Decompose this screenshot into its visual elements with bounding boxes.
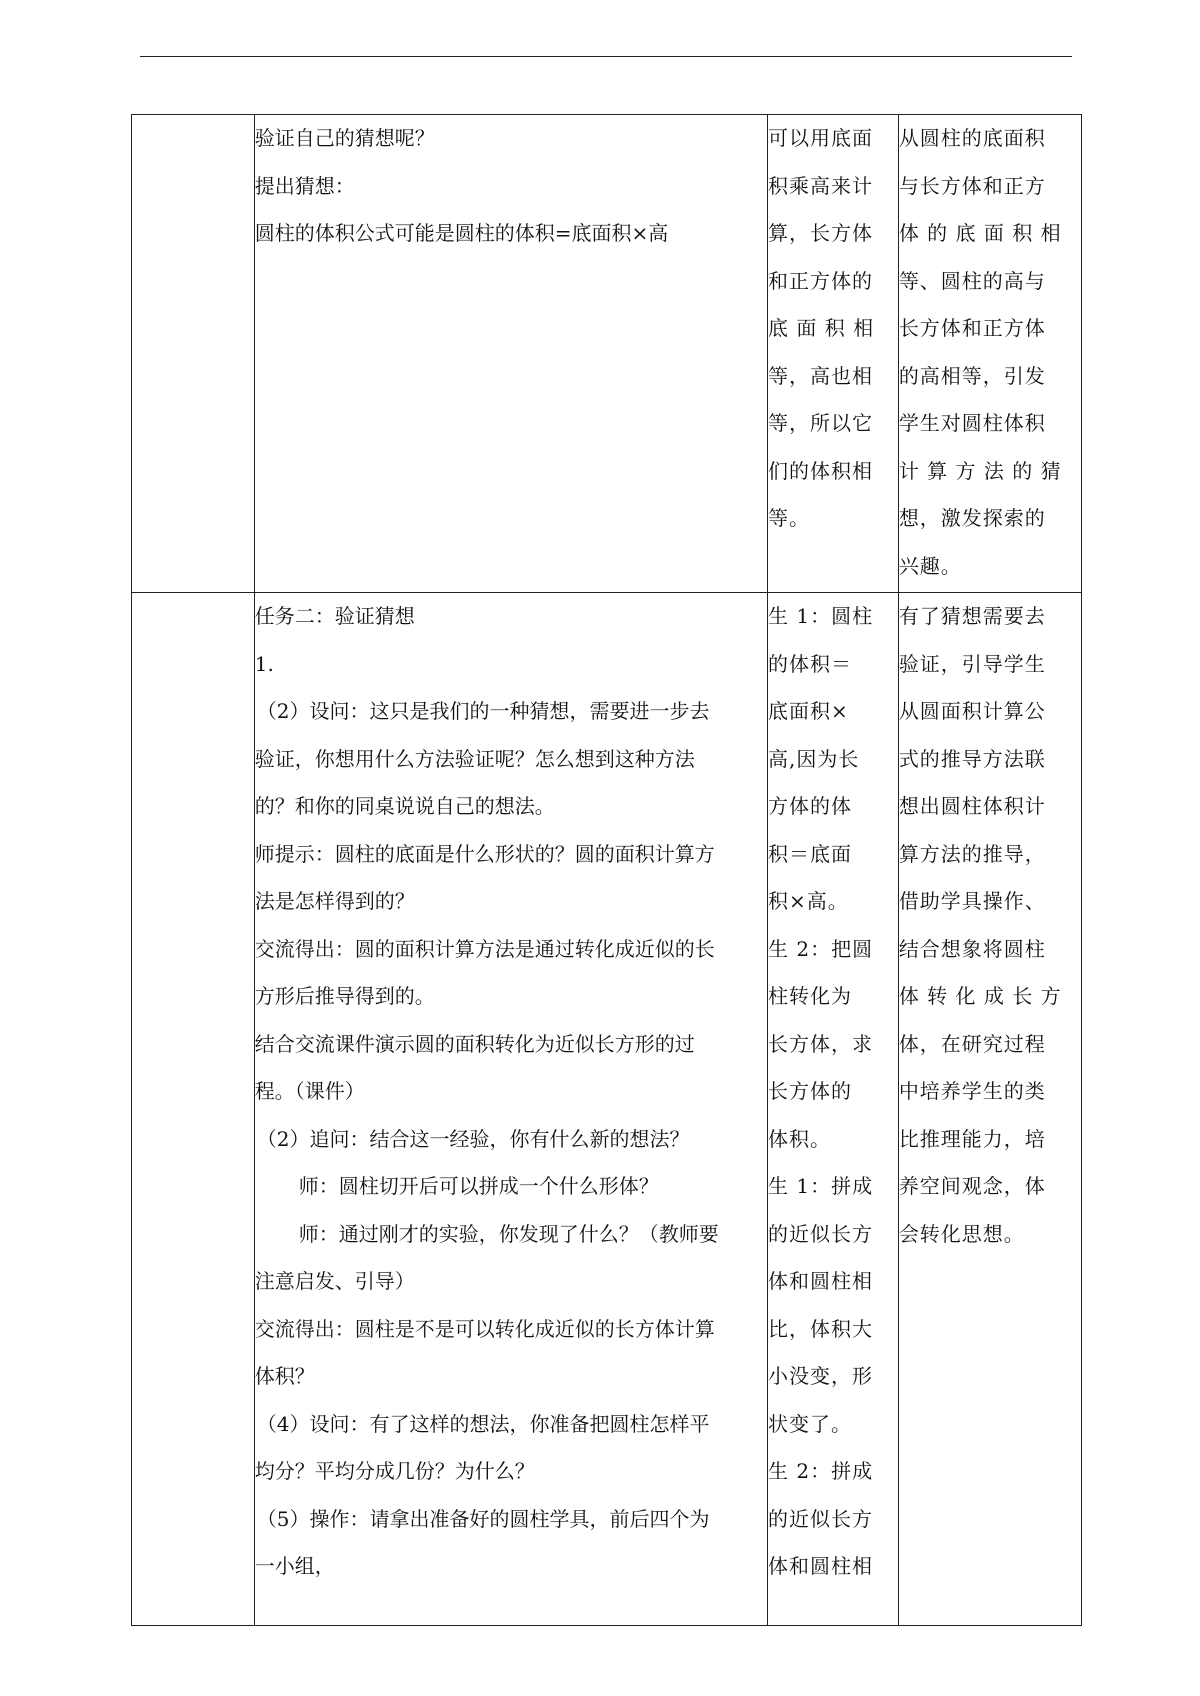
text-line: 结合想象将圆柱 (898, 936, 1046, 961)
table-row (132, 115, 1082, 593)
text-line: 法是怎样得到的？ (254, 889, 415, 913)
text-line: 从圆柱的底面积 (898, 126, 1046, 150)
text-line: 生 1：拼成 (768, 1174, 874, 1198)
text-line: （5）操作：请拿出准备好的圆柱学具，前后四个为 (256, 1506, 710, 1531)
text-line: 和正方体的 (768, 268, 873, 293)
text-line: 的？和你的同桌说说自己的想法。 (254, 794, 555, 818)
lesson-plan-table (131, 114, 1082, 1626)
text-line: 想出圆柱体积计 (898, 794, 1046, 818)
text-line: 积乘高来计 (768, 173, 873, 198)
text-line: 程。（课件） (254, 1079, 365, 1103)
text-line: 师提示：圆柱的底面是什么形状的？圆的面积计算方 (254, 841, 715, 866)
text-line: 算，长方体 (768, 221, 873, 245)
text-line: 柱转化为 (768, 984, 852, 1008)
text-line: 算方法的推导， (898, 841, 1046, 866)
text-line: 中培养学生的类 (898, 1079, 1046, 1103)
text-line: 注意启发、引导） (254, 1269, 415, 1293)
text-line: 师：通过刚才的实验，你发现了什么？（教师要 (298, 1221, 719, 1246)
stage-cell (132, 115, 255, 593)
design-intent-cell (898, 593, 1081, 1626)
text-line: 交流得出：圆的面积计算方法是通过转化成近似的长 (254, 936, 715, 961)
text-line: 方形后推导得到的。 (254, 984, 435, 1008)
text-line: 的高相等，引发 (898, 363, 1046, 388)
text-line: 积＝底面 (768, 841, 852, 866)
text-line: 等，高也相 (768, 363, 873, 388)
teacher-activity-cell (254, 115, 767, 593)
text-line: 比推理能力，培 (898, 1126, 1046, 1151)
text-line: （2）设问：这只是我们的一种猜想，需要进一步去 (256, 699, 710, 723)
text-line: 状变了。 (768, 1411, 852, 1436)
text-line: 等、圆柱的高与 (898, 268, 1046, 293)
text-line: 有了猜想需要去 (898, 604, 1046, 628)
text-line: 计 算 方 法 的 猜 (898, 458, 1062, 483)
text-line: 体 的 底 面 积 相 (898, 221, 1062, 245)
text-line: 高,因为长 (768, 746, 860, 771)
text-line: 兴趣。 (898, 553, 962, 578)
text-line: 生 1：圆柱 (768, 604, 874, 628)
text-line: 式的推导方法联 (898, 746, 1046, 771)
text-line: 会转化思想。 (898, 1221, 1025, 1246)
text-line: 养空间观念，体 (898, 1174, 1046, 1198)
text-line: 验证，你想用什么方法验证呢？怎么想到这种方法 (254, 746, 695, 771)
table-row (132, 593, 1082, 1626)
teacher-activity-cell (254, 593, 767, 1626)
text-line: 验证，引导学生 (898, 651, 1046, 676)
text-line: 们的体积相 (768, 458, 873, 483)
text-line: 师：圆柱切开后可以拼成一个什么形体？ (298, 1174, 659, 1198)
text-line: 长方体，求 (768, 1031, 873, 1056)
design-intent-cell (898, 115, 1081, 593)
text-line: 体积。 (768, 1126, 831, 1151)
text-line: 底面积× (768, 699, 849, 723)
text-line: 体积？ (254, 1364, 315, 1388)
text-line: 的近似长方 (768, 1506, 873, 1531)
text-line: 生 2：拼成 (768, 1459, 874, 1483)
text-line: 体 转 化 成 长 方 (898, 984, 1062, 1008)
student-activity-cell (768, 115, 899, 593)
text-line: 一小组， (254, 1554, 335, 1578)
text-line: 生 2：把圆 (768, 936, 874, 961)
text-line: 结合交流课件演示圆的面积转化为近似长方形的过 (254, 1031, 695, 1056)
text-line: 比，体积大 (768, 1316, 873, 1341)
text-line: （2）追问：结合这一经验，你有什么新的想法？ (256, 1126, 690, 1151)
text-line: 体和圆柱相 (768, 1269, 873, 1293)
text-line: 方体的体 (768, 794, 852, 818)
text-line: 长方体的 (768, 1079, 852, 1103)
text-line: 学生对圆柱体积 (898, 411, 1046, 435)
text-line: 长方体和正方体 (898, 316, 1046, 340)
text-line: （4）设问：有了这样的想法，你准备把圆柱怎样平 (256, 1411, 710, 1436)
text-line: 体，在研究过程 (898, 1031, 1046, 1056)
text-line: 交流得出：圆柱是不是可以转化成近似的长方体计算 (254, 1316, 715, 1341)
text-line: 体和圆柱相 (768, 1554, 873, 1578)
student-activity-cell (768, 593, 899, 1626)
text-line: 积×高。 (768, 889, 849, 913)
stage-cell (132, 593, 255, 1626)
text-line: 的体积＝ (768, 651, 852, 676)
text-line: 1. (254, 651, 274, 676)
text-line: 等。 (768, 506, 810, 530)
text-line: 圆柱的体积公式可能是圆柱的体积=底面积×高 (254, 221, 669, 245)
text-line: 验证自己的猜想呢？ (254, 126, 435, 150)
text-line: 的近似长方 (768, 1221, 873, 1246)
text-line: 底 面 积 相 (768, 316, 875, 340)
text-line: 任务二：验证猜想 (254, 604, 415, 628)
header-rule (140, 56, 1072, 57)
text-line: 提出猜想： (254, 173, 355, 198)
text-line: 与长方体和正方 (898, 173, 1046, 198)
text-line: 均分？平均分成几份？为什么？ (254, 1459, 535, 1483)
text-line: 从圆面积计算公 (898, 699, 1046, 723)
text-line: 小没变，形 (768, 1364, 873, 1388)
text-line: 借助学具操作、 (898, 889, 1046, 913)
text-line: 等，所以它 (768, 411, 873, 435)
text-line: 想，激发探索的 (898, 506, 1046, 530)
text-line: 可以用底面 (768, 126, 873, 150)
